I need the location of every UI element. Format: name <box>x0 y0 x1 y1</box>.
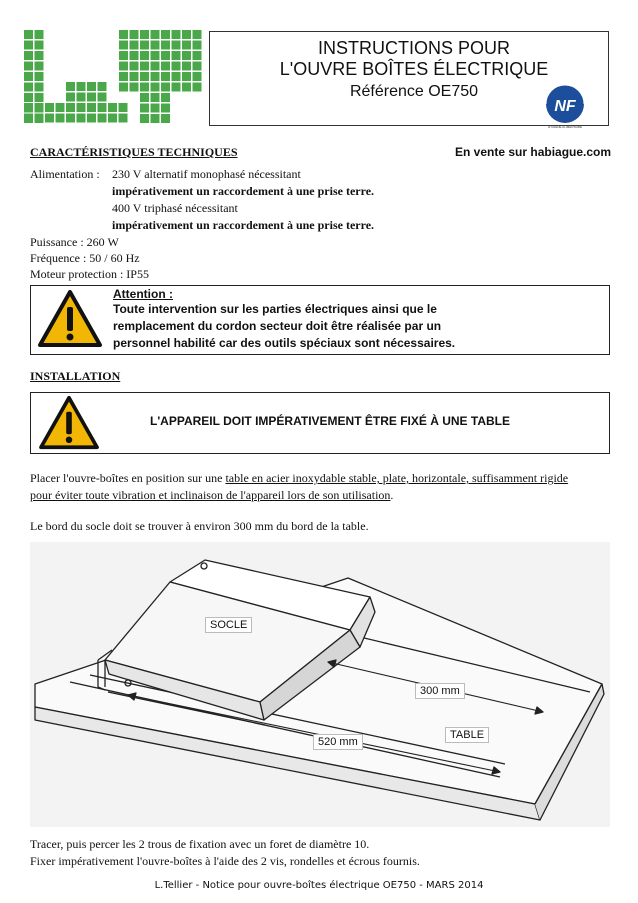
warning-triangle-icon <box>37 395 101 451</box>
svg-text:NF: NF <box>554 98 576 115</box>
alimentation-label: Alimentation : <box>30 167 100 181</box>
installation-title: INSTALLATION <box>30 369 121 383</box>
warning2-text: L'APPAREIL DOIT IMPÉRATIVEMENT ÊTRE FIXÉ À UNE TABLE <box>150 414 510 428</box>
warning1-line1: Toute intervention sur les parties électriques ainsi que le <box>113 302 437 316</box>
alimentation-line2: impérativement un raccordement à une prise terre. <box>112 184 375 198</box>
label-table: TABLE <box>445 727 489 743</box>
install-para3: Tracer, puis percer les 2 trous de fixation avec un foret de diamètre 10. <box>30 837 370 851</box>
sale-info: En vente sur habiague.com <box>455 145 612 159</box>
installation-diagram <box>30 542 610 827</box>
puissance: Puissance : 260 W <box>30 235 119 249</box>
header-reference: Référence OE750 <box>349 83 479 100</box>
moteur-protection: Moteur protection : IP55 <box>30 267 149 281</box>
specs-title: CARACTÉRISTIQUES TECHNIQUES <box>30 145 238 159</box>
frequence: Fréquence : 50 / 60 Hz <box>30 251 140 265</box>
label-520mm: 520 mm <box>313 734 363 750</box>
install-para1-line2: pour éviter toute vibration et inclinaison de l'appareil lors de son utilisation. <box>30 488 394 502</box>
header-title-line1: INSTRUCTIONS POUR <box>317 38 510 58</box>
alimentation-line4: impérativement un raccordement à une prise terre. <box>112 218 375 232</box>
label-300mm: 300 mm <box>415 683 465 699</box>
warning1-line3: personnel habilité car des outils spéciaux sont nécessaires. <box>113 336 456 350</box>
warning-triangle-icon <box>37 289 103 349</box>
nf-certification-logo <box>540 80 590 130</box>
warning1-line2: remplacement du cordon secteur doit être réalisée par un <box>113 319 442 333</box>
install-para1-line1: Placer l'ouvre-boîtes en position sur une table en acier inoxydable stable, plate, horizontale, suffisamment rigide <box>30 471 569 485</box>
alimentation-line1: 230 V alternatif monophasé nécessitant <box>112 167 301 181</box>
warning1-title: Attention : <box>113 287 173 301</box>
label-socle: SOCLE <box>205 617 252 633</box>
page-footer: L.Tellier - Notice pour ouvre-boîtes électrique OE750 - MARS 2014 <box>154 880 484 891</box>
svg-text:HYGIÈNE ALIMENTAIRE: HYGIÈNE ALIMENTAIRE <box>548 125 582 129</box>
alimentation-line3: 400 V triphasé nécessitant <box>112 201 238 215</box>
install-para2: Le bord du socle doit se trouver à environ 300 mm du bord de la table. <box>30 519 369 533</box>
table-socle-drawing <box>30 542 610 827</box>
company-logo <box>24 30 206 124</box>
header-title-line2: L'OUVRE BOÎTES ÉLECTRIQUE <box>279 59 549 79</box>
install-para4: Fixer impérativement l'ouvre-boîtes à l'aide des 2 vis, rondelles et écrous fournis. <box>30 854 420 868</box>
